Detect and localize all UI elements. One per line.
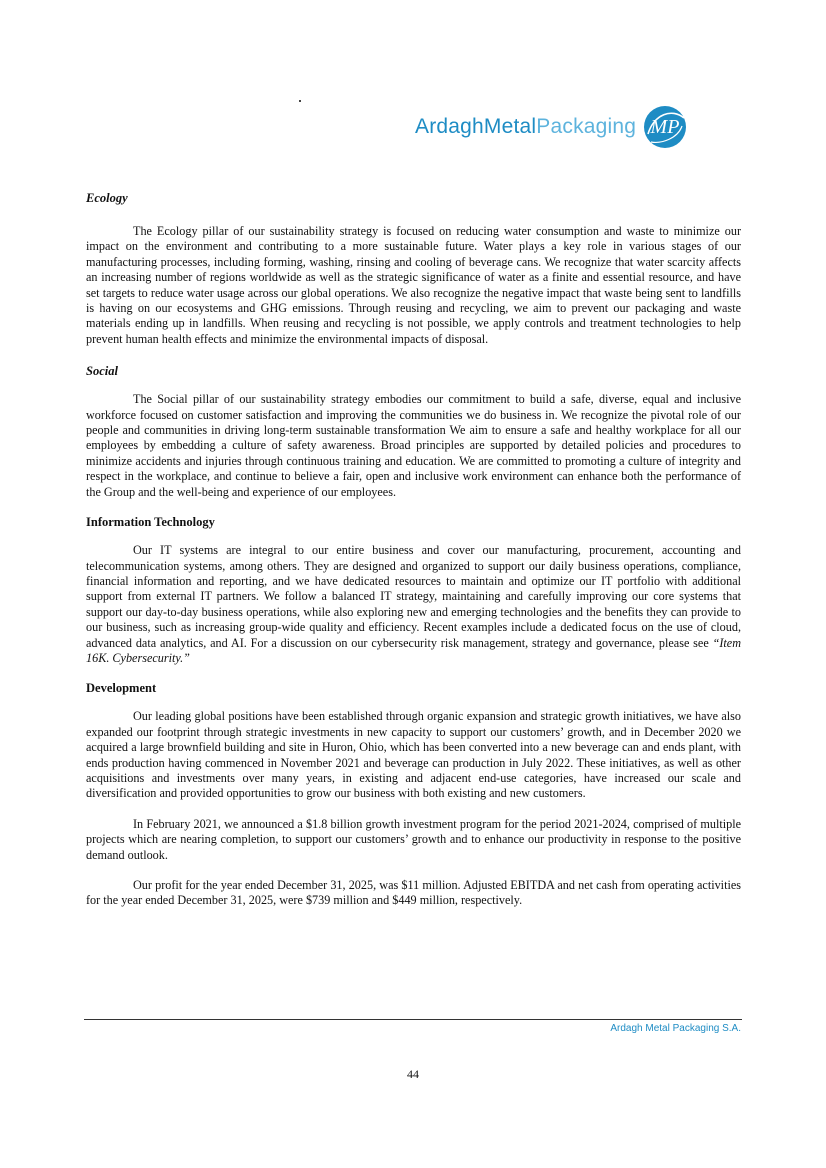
footer-company-name: Ardagh Metal Packaging S.A. [610, 1023, 741, 1034]
ecology-paragraph: The Ecology pillar of our sustainability strategy is focused on reducing water consumption and waste to minimize our impact on the environment and contributing to a more sustainable future. Water plays a key role in various stages of our manufacturing processes, including forming, washing, rinsing and cooling of beverage cans. We recognize that water scarcity affects an increasing number of regions worldwide as well as the strategic significance of water as a finite and essential resource, and have set targets to reduce water usage across our global operations. We also recognize the negative impact that waste being sent to landfills is having on our ecosystems and GHG emissions. Through reusing and recycling, we aim to prevent our packaging and waste materials ending up in landfills. When reusing and recycling is not possible, we apply controls and treatment technologies to help prevent human health effects and minimize the environmental impacts of disposal. [86, 224, 741, 346]
logo-wordmark: ArdaghMetalPackaging [415, 115, 637, 138]
section-heading-ecology: Ecology [86, 191, 128, 205]
development-paragraph-1: Our leading global positions have been established through organic expansion and strategic growth initiatives, we have also expanded our footprint through strategic investments in new capacity to support our customers’ growth, and in December 2020 we acquired a large brownfield building and site in Huron, Ohio, which has been converted into a new beverage can and ends plant, with ends production having commenced in November 2021 and beverage can production in July 2022. These initiatives, as well as other acquisitions and investments over many years, in existing and adjacent end-use categories, have increased our scale and diversification and provided opportunities to grow our business with both existing and new customers. [86, 709, 741, 801]
company-logo [415, 102, 688, 152]
section-heading-information-technology: Information Technology [86, 515, 215, 530]
development-paragraph-2: In February 2021, we announced a $1.8 billion growth investment program for the period 2021-2024, comprised of multiple projects which are nearing completion, to support our customers’ growth and to enhance our productivity in response to the positive demand outlook. [86, 816, 741, 862]
section-heading-social: Social [86, 364, 118, 379]
social-paragraph: The Social pillar of our sustainability strategy embodies our commitment to build a safe, diverse, equal and inclusive workforce focused on customer satisfaction and improving the communities we do business in. We recognize the pivotal role of our people and communities in driving long-term sustainable transformation We aim to ensure a safe and healthy workplace for all our employees by embedding a culture of safety awareness. Broad principles are supported by detailed policies and procedures to minimize accidents and injuries through continuous training and education. We are committed to promoting a culture of integrity and respect in the workplace, and continue to believe a fair, open and inclusive work environment can enhance both the performance of the Group and the well-being and experience of our employees. [86, 392, 741, 499]
page-number: 44 [407, 1067, 419, 1081]
decorative-dot [299, 100, 301, 102]
it-paragraph: Our IT systems are integral to our entire business and cover our manufacturing, procurement, accounting and telecommunication systems, among others. They are designed and organized to support our daily business operations, compliance, financial information and reporting, and we have dedicated resources to maintain and optimize our IT portfolio with additional support from external IT partners. We follow a balanced IT strategy, maintaining and carefully improving our core systems that support our day-to-day business operations, while also exploring new and emerging technologies and the benefits they can provide to our business, such as increasing group-wide quality and efficiency. Recent examples include a dedicated focus on the use of cloud, advanced data analytics, and AI. For a discussion on our cybersecurity risk management, strategy and governance, please see “Item 16K. Cybersecurity.” [86, 543, 742, 665]
document-body [86, 190, 741, 909]
development-paragraph-3: Our profit for the year ended December 31, 2025, was $11 million. Adjusted EBITDA and net cash from operating activities for the year ended December 31, 2025, were $739 million and $449 million, respectively. [86, 878, 741, 908]
section-heading-development: Development [86, 681, 157, 696]
cybersecurity-reference: “Item 16K. Cybersecurity.” [86, 635, 742, 665]
svg-text:MP: MP [650, 116, 680, 138]
footer-divider [84, 1019, 742, 1020]
logo-mark-icon [642, 104, 688, 150]
